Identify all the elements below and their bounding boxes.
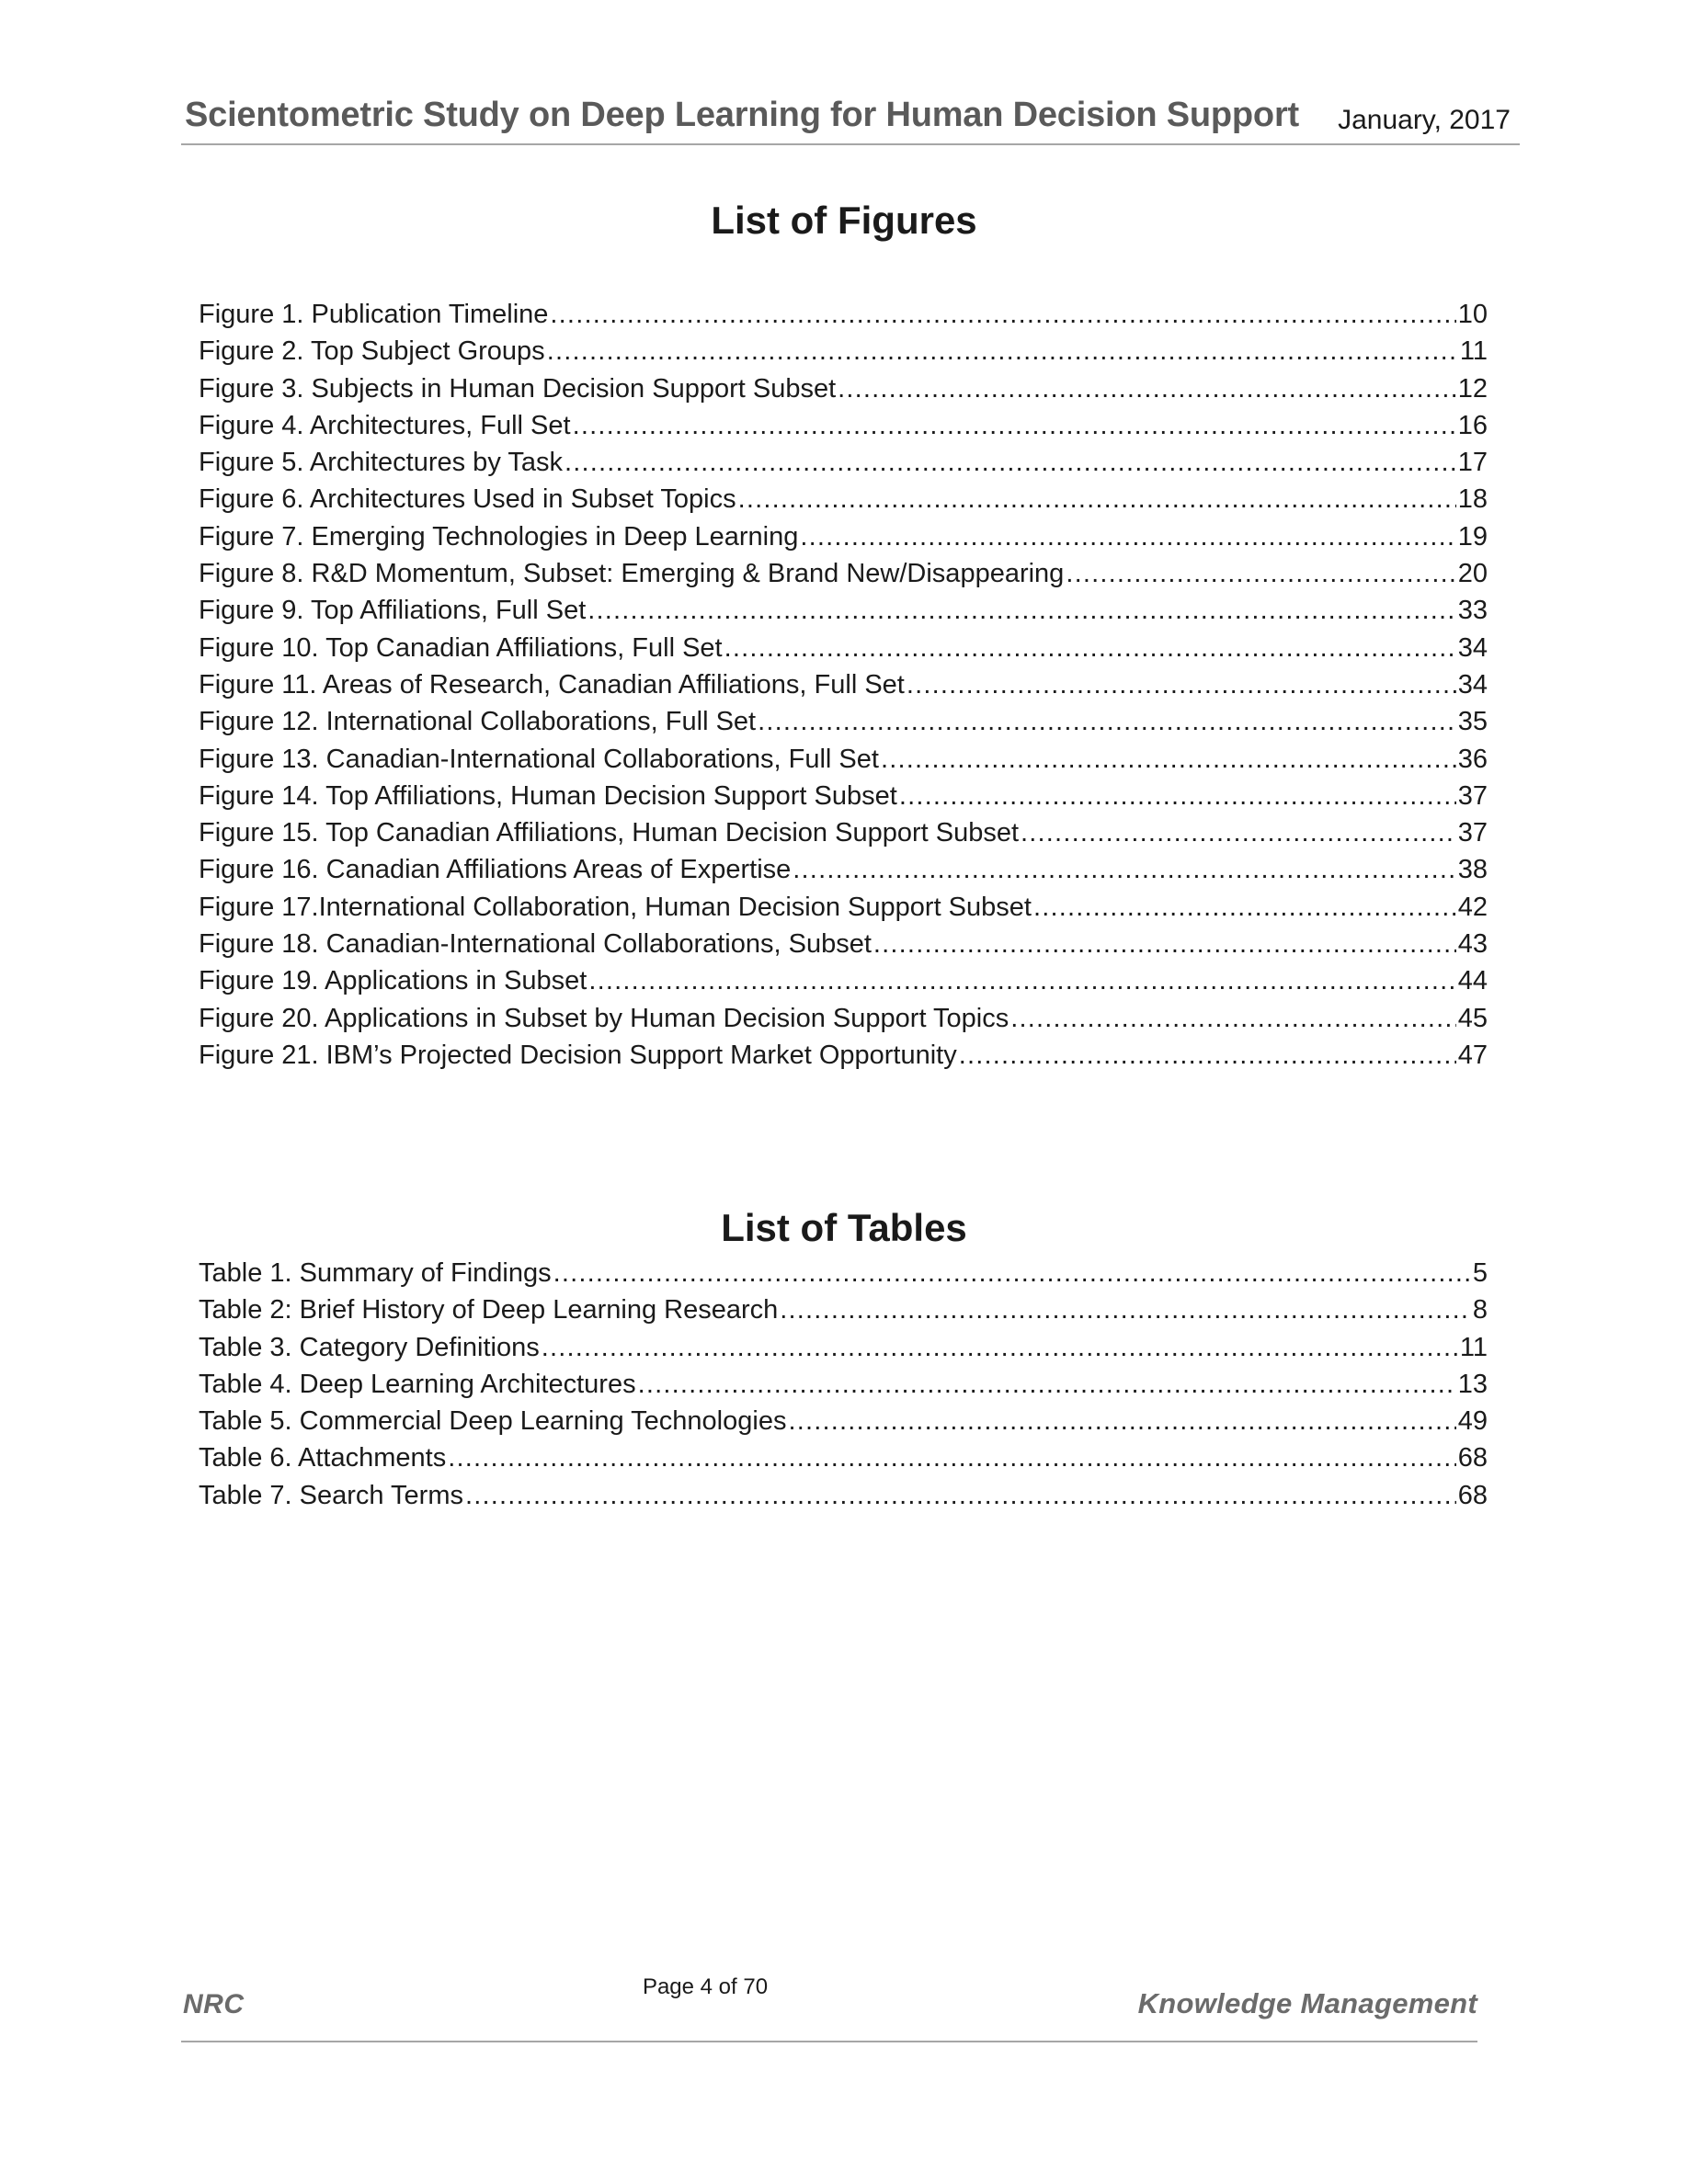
- document-title: Scientometric Study on Deep Learning for Human Decision Support: [185, 96, 1299, 134]
- dot-leader: [738, 481, 1456, 518]
- dot-leader: [542, 1329, 1458, 1366]
- figure-entry[interactable]: [199, 778, 1488, 814]
- dot-leader: [724, 630, 1456, 666]
- figure-entry[interactable]: [199, 481, 1488, 518]
- footer-department: Knowledge Management: [1137, 1987, 1477, 2019]
- list-of-figures-heading: List of Figures: [711, 199, 977, 242]
- entry-page-number: 20: [1457, 559, 1488, 589]
- entry-label: Figure 13. Canadian-International Collaborations, Full Set: [199, 744, 879, 774]
- entry-label: Figure 15. Top Canadian Affiliations, Human Decision Support Subset: [199, 818, 1020, 848]
- figures-list: [199, 296, 1488, 1074]
- entry-page-number: 17: [1457, 448, 1488, 478]
- page-footer: [181, 1974, 1477, 2042]
- entry-page-number: 42: [1457, 892, 1488, 922]
- entry-label: Figure 6. Architectures Used in Subset Topics: [199, 484, 736, 515]
- dot-leader: [838, 370, 1456, 407]
- entry-label: Figure 4. Architectures, Full Set: [199, 410, 571, 440]
- figure-entry[interactable]: [199, 703, 1488, 740]
- entry-label: Figure 9. Top Affiliations, Full Set: [199, 596, 587, 626]
- figure-entry[interactable]: [199, 444, 1488, 481]
- entry-label: Figure 19. Applications in Subset: [199, 966, 587, 996]
- entry-page-number: 38: [1457, 855, 1488, 885]
- footer-org-logo: NRC: [183, 1989, 245, 2019]
- entry-page-number: 19: [1457, 521, 1488, 552]
- entry-label: Figure 8. R&D Momentum, Subset: Emerging & Brand New/Disappearing: [199, 559, 1065, 589]
- entry-page-number: 10: [1457, 300, 1488, 329]
- figure-entry[interactable]: [199, 1037, 1488, 1074]
- figure-entry[interactable]: [199, 555, 1488, 592]
- entry-page-number: 34: [1457, 669, 1488, 700]
- dot-leader: [553, 1255, 1471, 1291]
- entry-page-number: 33: [1457, 596, 1488, 626]
- page-header: [181, 92, 1520, 145]
- entry-label: Figure 7. Emerging Technologies in Deep Learning: [199, 521, 799, 552]
- table-entry[interactable]: [199, 1439, 1488, 1476]
- entry-label: Figure 17.International Collaboration, Human Decision Support Subset: [199, 892, 1032, 922]
- dot-leader: [873, 926, 1456, 962]
- figure-entry[interactable]: [199, 296, 1488, 333]
- entry-page-number: 47: [1457, 1040, 1488, 1070]
- dot-leader: [638, 1366, 1456, 1403]
- entry-page-number: 68: [1457, 1480, 1488, 1510]
- entry-label: Figure 12. International Collaborations, Full Set: [199, 707, 757, 737]
- dot-leader: [1021, 814, 1456, 851]
- entry-page-number: 11: [1459, 336, 1488, 367]
- list-of-tables-heading: List of Tables: [721, 1206, 967, 1249]
- entry-page-number: 12: [1457, 373, 1488, 404]
- table-entry[interactable]: [199, 1291, 1488, 1328]
- entry-page-number: 37: [1457, 818, 1488, 848]
- entry-label: Table 5. Commercial Deep Learning Technologies: [199, 1406, 787, 1437]
- entry-label: Figure 1. Publication Timeline: [199, 300, 549, 329]
- entry-label: Figure 16. Canadian Affiliations Areas of Expertise: [199, 855, 792, 885]
- document-date: January, 2017: [1338, 105, 1511, 135]
- figure-entry[interactable]: [199, 630, 1488, 666]
- table-entry[interactable]: [199, 1366, 1488, 1403]
- dot-leader: [550, 296, 1455, 333]
- entry-page-number: 35: [1457, 707, 1488, 737]
- entry-page-number: 44: [1457, 966, 1488, 996]
- figure-entry[interactable]: [199, 889, 1488, 926]
- figure-entry[interactable]: [199, 962, 1488, 999]
- entry-page-number: 34: [1457, 632, 1488, 663]
- figure-entry[interactable]: [199, 370, 1488, 407]
- entry-label: Figure 5. Architectures by Task: [199, 448, 563, 478]
- tables-list: [199, 1255, 1488, 1514]
- figure-entry[interactable]: [199, 814, 1488, 851]
- entry-label: Figure 2. Top Subject Groups: [199, 336, 545, 367]
- dot-leader: [793, 851, 1455, 888]
- figure-entry[interactable]: [199, 333, 1488, 370]
- page-indicator: Page 4 of 70: [642, 1974, 769, 1999]
- figure-entry[interactable]: [199, 926, 1488, 962]
- entry-label: Table 4. Deep Learning Architectures: [199, 1369, 636, 1399]
- entry-page-number: 13: [1457, 1369, 1488, 1399]
- figure-entry[interactable]: [199, 592, 1488, 629]
- table-entry[interactable]: [199, 1329, 1488, 1366]
- dot-leader: [788, 1403, 1455, 1439]
- entry-label: Figure 18. Canadian-International Collaborations, Subset: [199, 929, 872, 960]
- entry-label: Table 1. Summary of Findings: [199, 1258, 552, 1288]
- entry-page-number: 18: [1457, 484, 1488, 515]
- dot-leader: [547, 333, 1458, 370]
- dot-leader: [907, 666, 1456, 703]
- entry-page-number: 49: [1457, 1406, 1488, 1437]
- entry-label: Table 3. Category Definitions: [199, 1332, 540, 1362]
- entry-label: Figure 10. Top Canadian Affiliations, Full Set: [199, 632, 723, 663]
- entry-page-number: 8: [1472, 1295, 1488, 1325]
- dot-leader: [1033, 889, 1456, 926]
- dot-leader: [881, 741, 1456, 778]
- dot-leader: [587, 592, 1455, 629]
- entry-page-number: 68: [1457, 1443, 1488, 1473]
- figure-entry[interactable]: [199, 851, 1488, 888]
- dot-leader: [1066, 555, 1455, 592]
- dot-leader: [899, 778, 1456, 814]
- entry-label: Figure 3. Subjects in Human Decision Support Subset: [199, 373, 837, 404]
- dot-leader: [465, 1477, 1456, 1514]
- entry-page-number: 45: [1457, 1003, 1488, 1033]
- entry-label: Table 2: Brief History of Deep Learning Research: [199, 1295, 779, 1325]
- entry-page-number: 11: [1459, 1332, 1488, 1362]
- entry-page-number: 5: [1472, 1258, 1488, 1288]
- dot-leader: [573, 407, 1456, 444]
- entry-label: Figure 20. Applications in Subset by Human Decision Support Topics: [199, 1003, 1009, 1033]
- dot-leader: [800, 518, 1455, 555]
- entry-label: Table 6. Attachments: [199, 1443, 447, 1473]
- entry-page-number: 36: [1457, 744, 1488, 774]
- dot-leader: [959, 1037, 1456, 1074]
- entry-label: Figure 14. Top Affiliations, Human Decision Support Subset: [199, 780, 897, 811]
- figure-entry[interactable]: [199, 1000, 1488, 1037]
- dot-leader: [780, 1291, 1471, 1328]
- table-entry[interactable]: [199, 1255, 1488, 1291]
- figure-entry[interactable]: [199, 518, 1488, 555]
- entry-page-number: 43: [1457, 929, 1488, 960]
- figure-entry[interactable]: [199, 666, 1488, 703]
- entry-label: Figure 21. IBM’s Projected Decision Support Market Opportunity: [199, 1040, 957, 1070]
- figure-entry[interactable]: [199, 407, 1488, 444]
- dot-leader: [565, 444, 1456, 481]
- figure-entry[interactable]: [199, 741, 1488, 778]
- dot-leader: [1010, 1000, 1456, 1037]
- dot-leader: [588, 962, 1455, 999]
- dot-leader: [448, 1439, 1456, 1476]
- table-entry[interactable]: [199, 1403, 1488, 1439]
- entry-page-number: 37: [1457, 780, 1488, 811]
- entry-page-number: 16: [1457, 410, 1488, 440]
- entry-label: Figure 11. Areas of Research, Canadian Affiliations, Full Set: [199, 669, 905, 700]
- table-entry[interactable]: [199, 1477, 1488, 1514]
- dot-leader: [758, 703, 1456, 740]
- entry-label: Table 7. Search Terms: [199, 1480, 463, 1510]
